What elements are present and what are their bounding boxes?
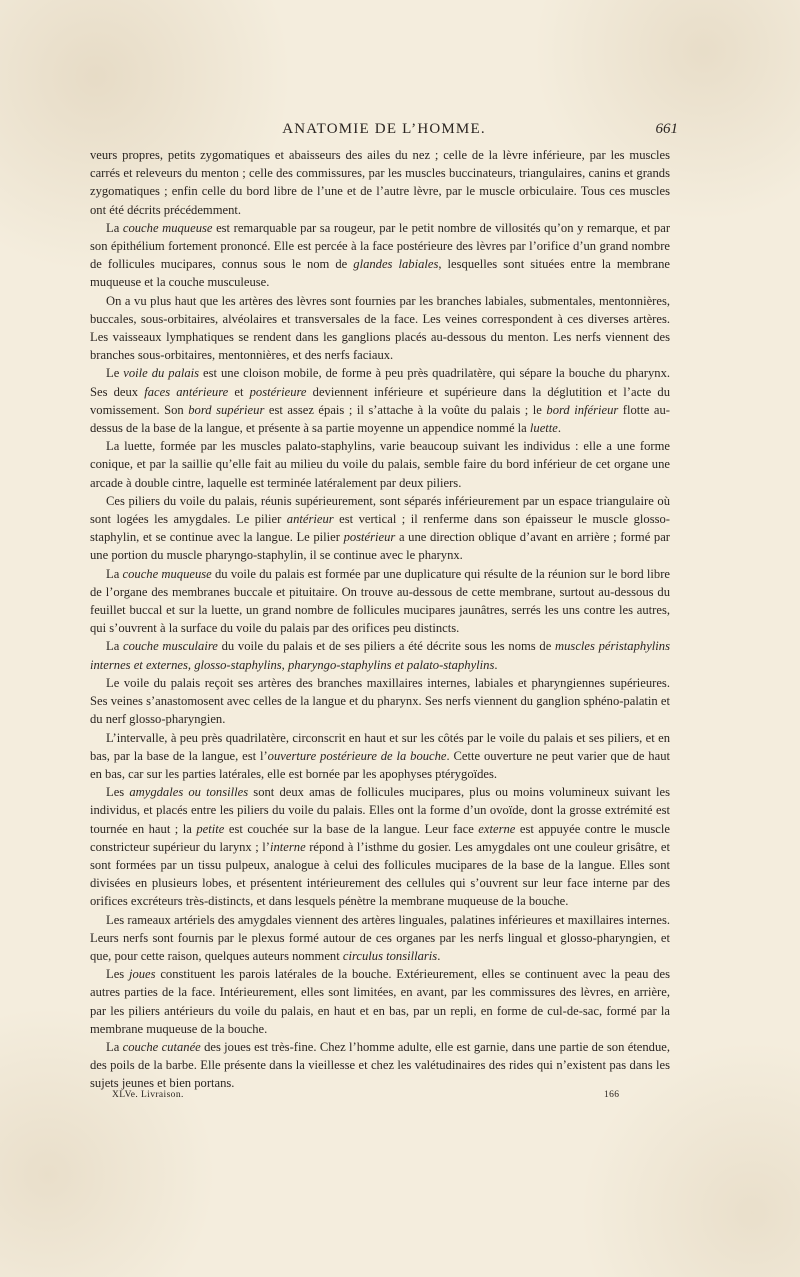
paragraph [90, 911, 670, 966]
italic-term: voile du palais [123, 366, 200, 381]
signature-mark: XLVe. Livraison. [112, 1090, 184, 1100]
text-run: du voile du palais et de ses piliers a été décrite sous les noms de [217, 639, 556, 654]
text-run: La [106, 220, 123, 235]
text-run: La luette, formée par les muscles palato-staphylins, varie beaucoup suivant les individus : elle a une forme conique, et par la saillie qu’elle fait au milieu du voile du palais, semble faire du bord inférieur de cet organe une arcade à double cintre, laquelle est terminée latéralement par deux piliers. [90, 439, 670, 490]
italic-term: couche cutanée [122, 1039, 201, 1054]
text-run: Ces piliers du voile du palais, réunis supérieurement, sont séparés inférieurement par un espace triangulaire où sont logées les amygdales. Le pilier [90, 493, 670, 527]
italic-term: antérieur [286, 512, 334, 527]
italic-term: joues [128, 967, 156, 982]
italic-term: petite [196, 821, 225, 836]
paragraph [90, 783, 670, 910]
italic-term: couche muqueuse [122, 566, 212, 581]
paragraph [90, 674, 670, 729]
text-run: On a vu plus haut que les artères des lèvres sont fournies par les branches labiales, submentales, mentonnières, buccales, sous-orbitaires, alvéolaires et transversales de la face. Les veines correspondent à ces diverses artères. Les vaisseaux lymphatiques se rendent dans les ganglions placés au-dessous du menton. Les nerfs viennent des branches sous-orbitaires, mentonnières, et des nerfs faciaux. [90, 293, 670, 363]
paragraph [90, 565, 670, 638]
text-run: . [557, 421, 562, 436]
italic-term: amygdales ou tonsilles [129, 785, 249, 800]
italic-term: couche musculaire [123, 639, 218, 654]
page-footer [112, 1090, 652, 1104]
italic-term: circulus tonsillaris [342, 948, 438, 963]
text-run: deviennent inférieure et supérieure dans la déglutition et l’acte du vomissement. Son [90, 384, 670, 417]
text-run: constituent les parois latérales de la bouche. Extérieurement, elles se continuent avec la peau des autres parties de la face. Intérieurement, elles sont limitées, en avant, par les commissures des lèvres, en arrière, par les piliers antérieurs du voile du palais, en haut et en bas, par un repli, en forme de cul-de-sac, formé par la membrane muqueuse de la bouche. [90, 967, 670, 1036]
paragraph [90, 292, 670, 365]
paragraph [90, 729, 670, 784]
text-run: sont deux amas de follicules mucipares, plus ou moins volumineux suivant les individus, et placés entre les piliers du voile du palais. Elles ont la forme d’un ovoïde, dont la grosse extrémité est tournée en haut ; la [90, 785, 670, 836]
paragraph [90, 437, 670, 492]
body-text [90, 146, 670, 1093]
italic-term: interne [270, 839, 306, 854]
paragraph [90, 492, 670, 565]
paragraph [90, 146, 670, 219]
text-run: , lesquelles sont situées entre la membrane muqueuse et la couche musculeuse. [90, 257, 670, 290]
italic-term: faces antérieure [144, 384, 229, 399]
text-run: Le [106, 366, 124, 381]
text-run: répond à l’isthme du gosier. Les amygdales ont une couleur grisâtre, et sont formées par un tissu pulpeux, analogue à celui des follicules mucipares de la base de la langue. Elles sont divisées en plusieurs lobes, et présentent intérieurement des cellules qui s’ouvrent sur leur face interne par des orifices excréteurs très-distincts, et dans lesquels pénètre la membrane muqueuse de la bouche. [90, 839, 670, 909]
text-run: est assez épais ; il s’attache à la voûte du palais ; le [264, 402, 547, 417]
italic-term: ouverture postérieure de la bouche [267, 748, 447, 763]
italic-term: postérieure [249, 384, 307, 399]
text-run: flotte au-dessus de la base de la langue, et présente à sa partie moyenne un appendice nommé la [90, 402, 670, 436]
text-run: des joues est très-fine. Chez l’homme adulte, elle est garnie, dans une partie de son étendue, des poils de la barbe. Elle présente dans la vieillesse et chez les valétudinaires des rides qui n’existent pas dans les sujets jeunes et bien portans. [90, 1039, 670, 1091]
italic-term: externe [478, 821, 516, 836]
text-run: Le voile du palais reçoit ses artères des branches maxillaires internes, labiales et pharyngiennes supérieures. Ses veines s’anastomosent avec celles de la langue et du pharynx. Ses nerfs viennent du ganglion sphéno-palatin et du nerf glosso-pharyngien. [90, 675, 670, 727]
text-run: est vertical ; il renferme dans son épaisseur le muscle glosso-staphylin, et se continue avec la langue. Le pilier [90, 512, 670, 545]
paragraph [90, 1038, 670, 1093]
text-run: Les [106, 785, 130, 800]
paragraph [90, 637, 670, 673]
page-number: 661 [655, 121, 678, 137]
text-run: . Cette ouverture ne peut varier que de haut en bas, car sur les parties latérales, elle est bornée par les apophyses ptérygoïdes. [90, 748, 670, 781]
paragraph [90, 965, 670, 1038]
text-run: . [437, 948, 441, 963]
text-run: a une direction oblique d’avant en arrière ; formé par une portion du muscle pharyngo-staphylin, il se continue avec le pharynx. [90, 530, 670, 563]
text-run: La [106, 566, 123, 581]
italic-term: postérieur [343, 530, 396, 545]
text-run: est appuyée contre le muscle constricteur supérieur du larynx ; l’ [90, 821, 670, 854]
text-run: du voile du palais est formée par une duplicature qui résulte de la réunion sur le bord libre de l’organe des membranes buccale et pituitaire. On trouve au-dessous de cette membrane, surtout au-dessous du feuillet buccal et sur la luette, un grand nombre de follicules mucipares jaunâtres, serrés les uns contre les autres, qui s’ouvrent à la surface du voile du palais par des orifices peu distincts. [90, 566, 670, 636]
italic-term: muscles péristaphylins internes et externes, glosso-staphylins, pharyngo-staphylins et palato-staphylins [90, 639, 670, 672]
running-head [90, 121, 678, 141]
text-run: veurs propres, petits zygomatiques et abaisseurs des ailes du nez ; celle de la lèvre inférieure, par les muscles carrés et releveurs du menton ; celle des commissures, par les muscles buccinateurs, triangulaires, canins et grands zygomatiques ; enfin celle du bord libre de l’une et de l’autre lèvre, par le muscle orbiculaire. Tous ces muscles ont été décrits précédemment. [90, 148, 670, 217]
text-run: La [106, 639, 123, 654]
text-run: est couchée sur la base de la langue. Leur face [224, 821, 479, 836]
sheet-number: 166 [604, 1090, 620, 1100]
text-run: Les rameaux artériels des amygdales viennent des artères linguales, palatines inférieures et maxillaires internes. Leurs nerfs sont fournis par le plexus formé autour de ces organes par les nerfs lingual et glosso-pharyngien, et que, pour cette raison, quelques auteurs nomment [90, 912, 670, 963]
italic-term: couche muqueuse [122, 220, 213, 235]
text-run: L’intervalle, à peu près quadrilatère, circonscrit en haut et sur les côtés par le voile du palais et ses piliers, et en bas, par la base de la langue, est l’ [90, 730, 670, 763]
text-run: est remarquable par sa rougeur, par le petit nombre de villosités qu’on y remarque, et par son épithélium fortement prononcé. Elle est percée à la face postérieure des lèvres par l’orifice d’un grand nombre de follicules mucipares, connus sous le nom de [90, 220, 671, 272]
paragraph [90, 364, 670, 437]
text-run: Les [106, 967, 129, 982]
running-title: ANATOMIE DE L’HOMME. [282, 121, 486, 137]
paragraph [90, 219, 670, 292]
italic-term: bord supérieur [188, 402, 265, 417]
italic-term: luette [529, 421, 558, 436]
italic-term: bord inférieur [546, 402, 619, 417]
italic-term: glandes labiales [353, 257, 439, 272]
text-run: . [494, 657, 498, 672]
text-run: est une cloison mobile, de forme à peu près quadrilatère, qui sépare la bouche du pharynx. Ses deux [90, 366, 671, 399]
text-run: La [106, 1039, 123, 1054]
text-run: et [228, 384, 250, 399]
